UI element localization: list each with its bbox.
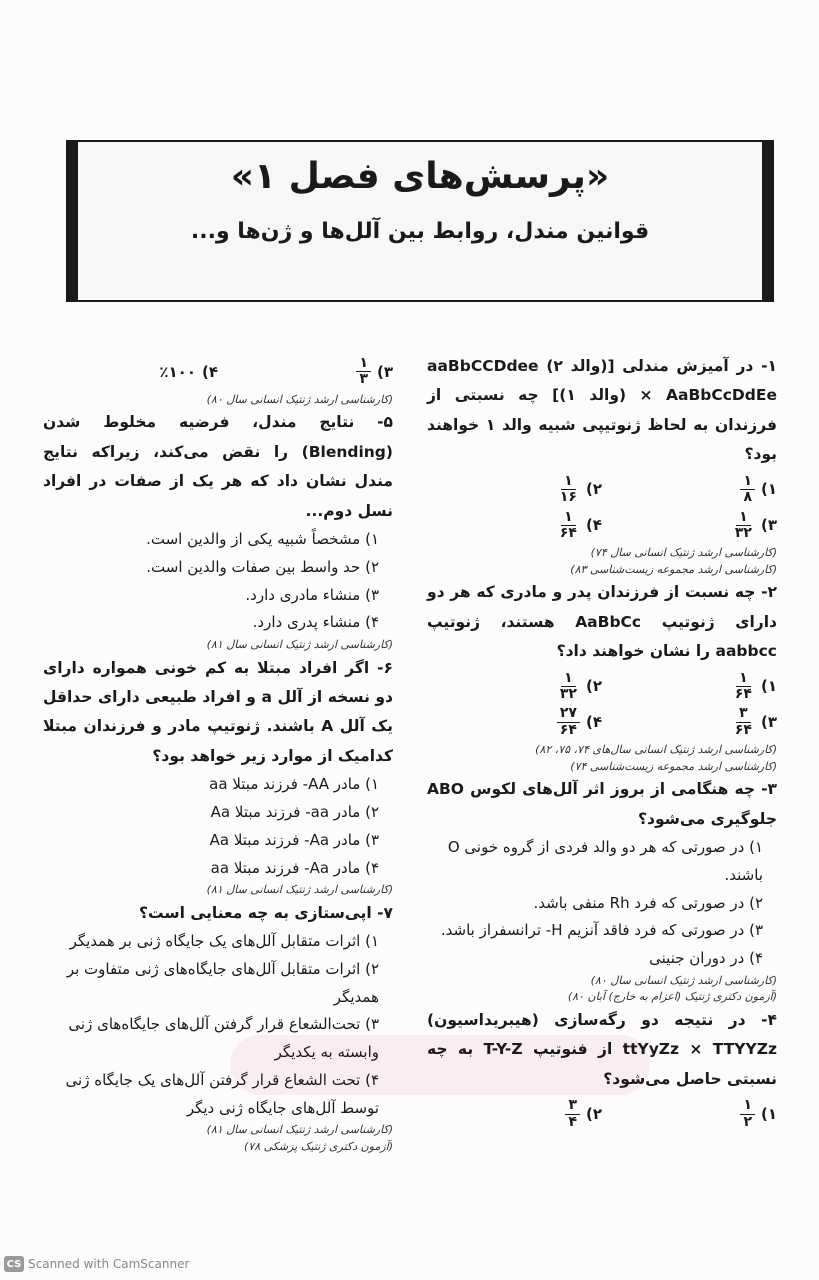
numerator: ۳	[565, 1098, 580, 1114]
chapter-header	[66, 140, 774, 302]
numerator: ۱	[561, 510, 576, 526]
option-label: ۲)	[585, 677, 602, 696]
source-note: (کارشناسی ارشد ژنتیک انسانی سال ۸۰)	[590, 973, 777, 987]
denominator: ۴	[568, 1113, 577, 1130]
option-1: ۱) در صورتی که هر دو والد فردی از گروه خونی O باشند.	[447, 838, 763, 884]
option-label: ۱)	[760, 677, 777, 696]
question-text: ۵- نتایج مندل، فرضیه مخلوط شدن (Blending) را نقض می‌کند، زیراکه نتایج مندل نشان داد که هر یک از صفات در افراد نسل دوم...	[43, 413, 393, 520]
denominator: ۲	[743, 1113, 752, 1130]
question-6	[43, 654, 393, 899]
fraction	[732, 510, 755, 542]
watermark-text: Scanned with CamScanner	[28, 1257, 190, 1271]
options-grid	[43, 356, 393, 388]
denominator: ۳۲	[734, 524, 752, 541]
option-label: ۲)	[585, 1104, 602, 1123]
source-note: (کارشناسی ارشد مجموعه زیست‌شناسی ۸۳)	[570, 562, 777, 576]
question-text: ۷- اپی‌ستازی به چه معنایی است؟	[139, 903, 393, 922]
denominator: ۳۲	[559, 686, 577, 703]
question-text: ۴- در نتیجه دو رگه‌سازی (هیبریداسیون) ttYyZz × TTYYZz از فنوتیپ T-Y-Z به چه نسبتی حاصل می‌شود؟	[427, 1010, 777, 1088]
source-note: (کارشناسی ارشد ژنتیک انسانی سال ۷۴)	[590, 546, 777, 560]
fraction	[557, 706, 580, 738]
denominator: ۳	[359, 371, 368, 388]
numerator: ۱	[740, 1098, 755, 1114]
question-5	[43, 408, 393, 653]
question-7	[43, 899, 393, 1156]
option-1	[602, 1098, 777, 1130]
option-3: ۳) منشاء مادری دارد.	[245, 585, 379, 604]
source-note: (کارشناسی ارشد ژنتیک انسانی سال ۸۱)	[206, 638, 393, 652]
numerator: ۱	[356, 356, 371, 372]
options-grid	[427, 671, 777, 739]
source-note: (آزمون دکتری ژنتیک (اعزام به خارج) آبان ۸۰)	[567, 990, 777, 1004]
options-grid	[427, 474, 777, 542]
denominator: ۶۴	[734, 686, 752, 703]
question-text: ۱- در آمیزش مندلی [(والد ۲) aaBbCCDdee × AaBbCcDdEe (والد ۱)] چه نسبتی از فرزندان به لحاظ ژنوتیپی شبیه والد ۱ خواهند بود؟	[427, 357, 777, 464]
option-2: ۲) حد واسط بین صفات والدین است.	[146, 557, 379, 576]
fraction	[356, 356, 371, 388]
denominator: ۶۴	[559, 524, 577, 541]
option-1	[602, 671, 777, 703]
option-label: ۱)	[760, 1104, 777, 1123]
source-note: (آزمون دکتری ژنتیک پزشکی ۷۸)	[243, 1139, 393, 1153]
option-4	[427, 706, 602, 738]
fraction	[557, 671, 580, 703]
option-label: ۱)	[760, 480, 777, 499]
fraction	[565, 1098, 580, 1130]
question-1	[427, 352, 777, 578]
option-label: ۴)	[201, 362, 218, 381]
option-label: ۴)	[585, 516, 602, 535]
option-2: ۲) در صورتی که فرد Rh منفی باشد.	[533, 893, 763, 912]
fraction	[557, 474, 580, 506]
fraction	[557, 510, 580, 542]
fraction	[732, 671, 755, 703]
option-label: ۳)	[760, 713, 777, 732]
option-3: ۳) مادر Aa- فرزند مبتلا Aa	[209, 830, 379, 849]
camscanner-logo-icon: CS	[4, 1256, 24, 1272]
chapter-title: «پرسش‌های فصل ۱»	[230, 156, 610, 197]
option-3: ۳) تحت‌الشعاع قرار گرفتن آلل‌های جایگاه‌های ژنی وابسته به یکدیگر	[68, 1015, 379, 1062]
numerator: ۱	[736, 671, 751, 687]
left-column	[43, 352, 393, 1155]
option-4: ۴) تحت الشعاع قرار گرفتن آلل‌های یک جایگاه ژنی توسط آلل‌های جایگاه ژنی دیگر	[65, 1070, 379, 1117]
numerator: ۱	[561, 474, 576, 490]
camscanner-watermark	[4, 1256, 189, 1272]
option-4	[427, 510, 602, 542]
denominator: ۶۴	[559, 721, 577, 738]
fraction	[740, 474, 755, 506]
fraction	[732, 706, 755, 738]
option-2: ۲) مادر aa- فرزند مبتلا Aa	[210, 803, 379, 822]
numerator: ۲۷	[557, 706, 580, 722]
source-note: (کارشناسی ارشد ژنتیک انسانی سال ۸۱)	[206, 883, 393, 897]
option-4: ۴) منشاء پدری دارد.	[252, 613, 379, 632]
option-label: ۲)	[585, 480, 602, 499]
source-note: (کارشناسی ارشد ژنتیک انسانی سال ۸۱)	[206, 1123, 393, 1137]
chapter-subtitle: قوانین مندل، روابط بین آلل‌ها و ژن‌ها و...	[190, 219, 650, 244]
option-label: ۴)	[585, 713, 602, 732]
right-column	[427, 352, 777, 1134]
option-4: ۴) در دوران جنینی	[649, 949, 763, 968]
option-2	[427, 474, 602, 506]
question-2	[427, 578, 777, 775]
option-3	[602, 510, 777, 542]
denominator: ۱۶	[559, 489, 577, 506]
source-note: (کارشناسی ارشد ژنتیک انسانی سال‌های ۷۴، ۷۵، ۸۲)	[535, 743, 777, 757]
question-4-continued	[43, 356, 393, 408]
question-4	[427, 1006, 777, 1130]
option-1	[602, 474, 777, 506]
option-4	[43, 356, 218, 388]
option-2	[427, 1098, 602, 1130]
option-1: ۱) مادر AA- فرزند مبتلا aa	[209, 775, 379, 794]
numerator: ۱	[740, 474, 755, 490]
denominator: ۸	[743, 489, 752, 506]
option-1: ۱) اثرات متقابل آلل‌های یک جایگاه ژنی بر همدیگر	[69, 932, 379, 951]
source-note: (کارشناسی ارشد ژنتیک انسانی سال ۸۰)	[206, 392, 393, 406]
option-3	[602, 706, 777, 738]
option-3	[218, 356, 393, 388]
numerator: ۳	[736, 706, 751, 722]
source-note: (کارشناسی ارشد مجموعه زیست‌شناسی ۷۴)	[570, 759, 777, 773]
numerator: ۱	[561, 671, 576, 687]
denominator: ۶۴	[734, 721, 752, 738]
option-4: ۴) مادر Aa- فرزند مبتلا aa	[210, 858, 379, 877]
option-value: ٪۱۰۰	[159, 362, 196, 381]
option-label: ۳)	[760, 516, 777, 535]
question-text: ۳- چه هنگامی از بروز اثر آلل‌های لکوس ABO جلوگیری می‌شود؟	[427, 780, 777, 828]
option-1: ۱) مشخصاً شبیه یکی از والدین است.	[146, 530, 379, 549]
question-text: ۶- اگر افراد مبتلا به کم خونی همواره دارای دو نسخه از آلل a و افراد طبیعی دارای حداقل یک آلل A باشند. ژنوتیپ مادر و فرزندان مبتلا کدامیک از موارد زیر خواهد بود؟	[43, 658, 393, 765]
option-2	[427, 671, 602, 703]
option-label: ۳)	[376, 362, 393, 381]
question-text: ۲- چه نسبت از فرزندان پدر و مادری که هر دو دارای ژنوتیپ AaBbCc هستند، ژنوتیپ aabbcc را نشان خواهند داد؟	[427, 583, 777, 661]
option-2: ۲) اثرات متقابل آلل‌های جایگاه‌های ژنی متفاوت بر همدیگر	[66, 959, 379, 1006]
fraction	[740, 1098, 755, 1130]
option-3: ۳) در صورتی که فرد فاقد آنزیم H- ترانسفراز باشد.	[440, 921, 763, 940]
question-3	[427, 775, 777, 1006]
numerator: ۱	[736, 510, 751, 526]
options-grid	[427, 1098, 777, 1130]
